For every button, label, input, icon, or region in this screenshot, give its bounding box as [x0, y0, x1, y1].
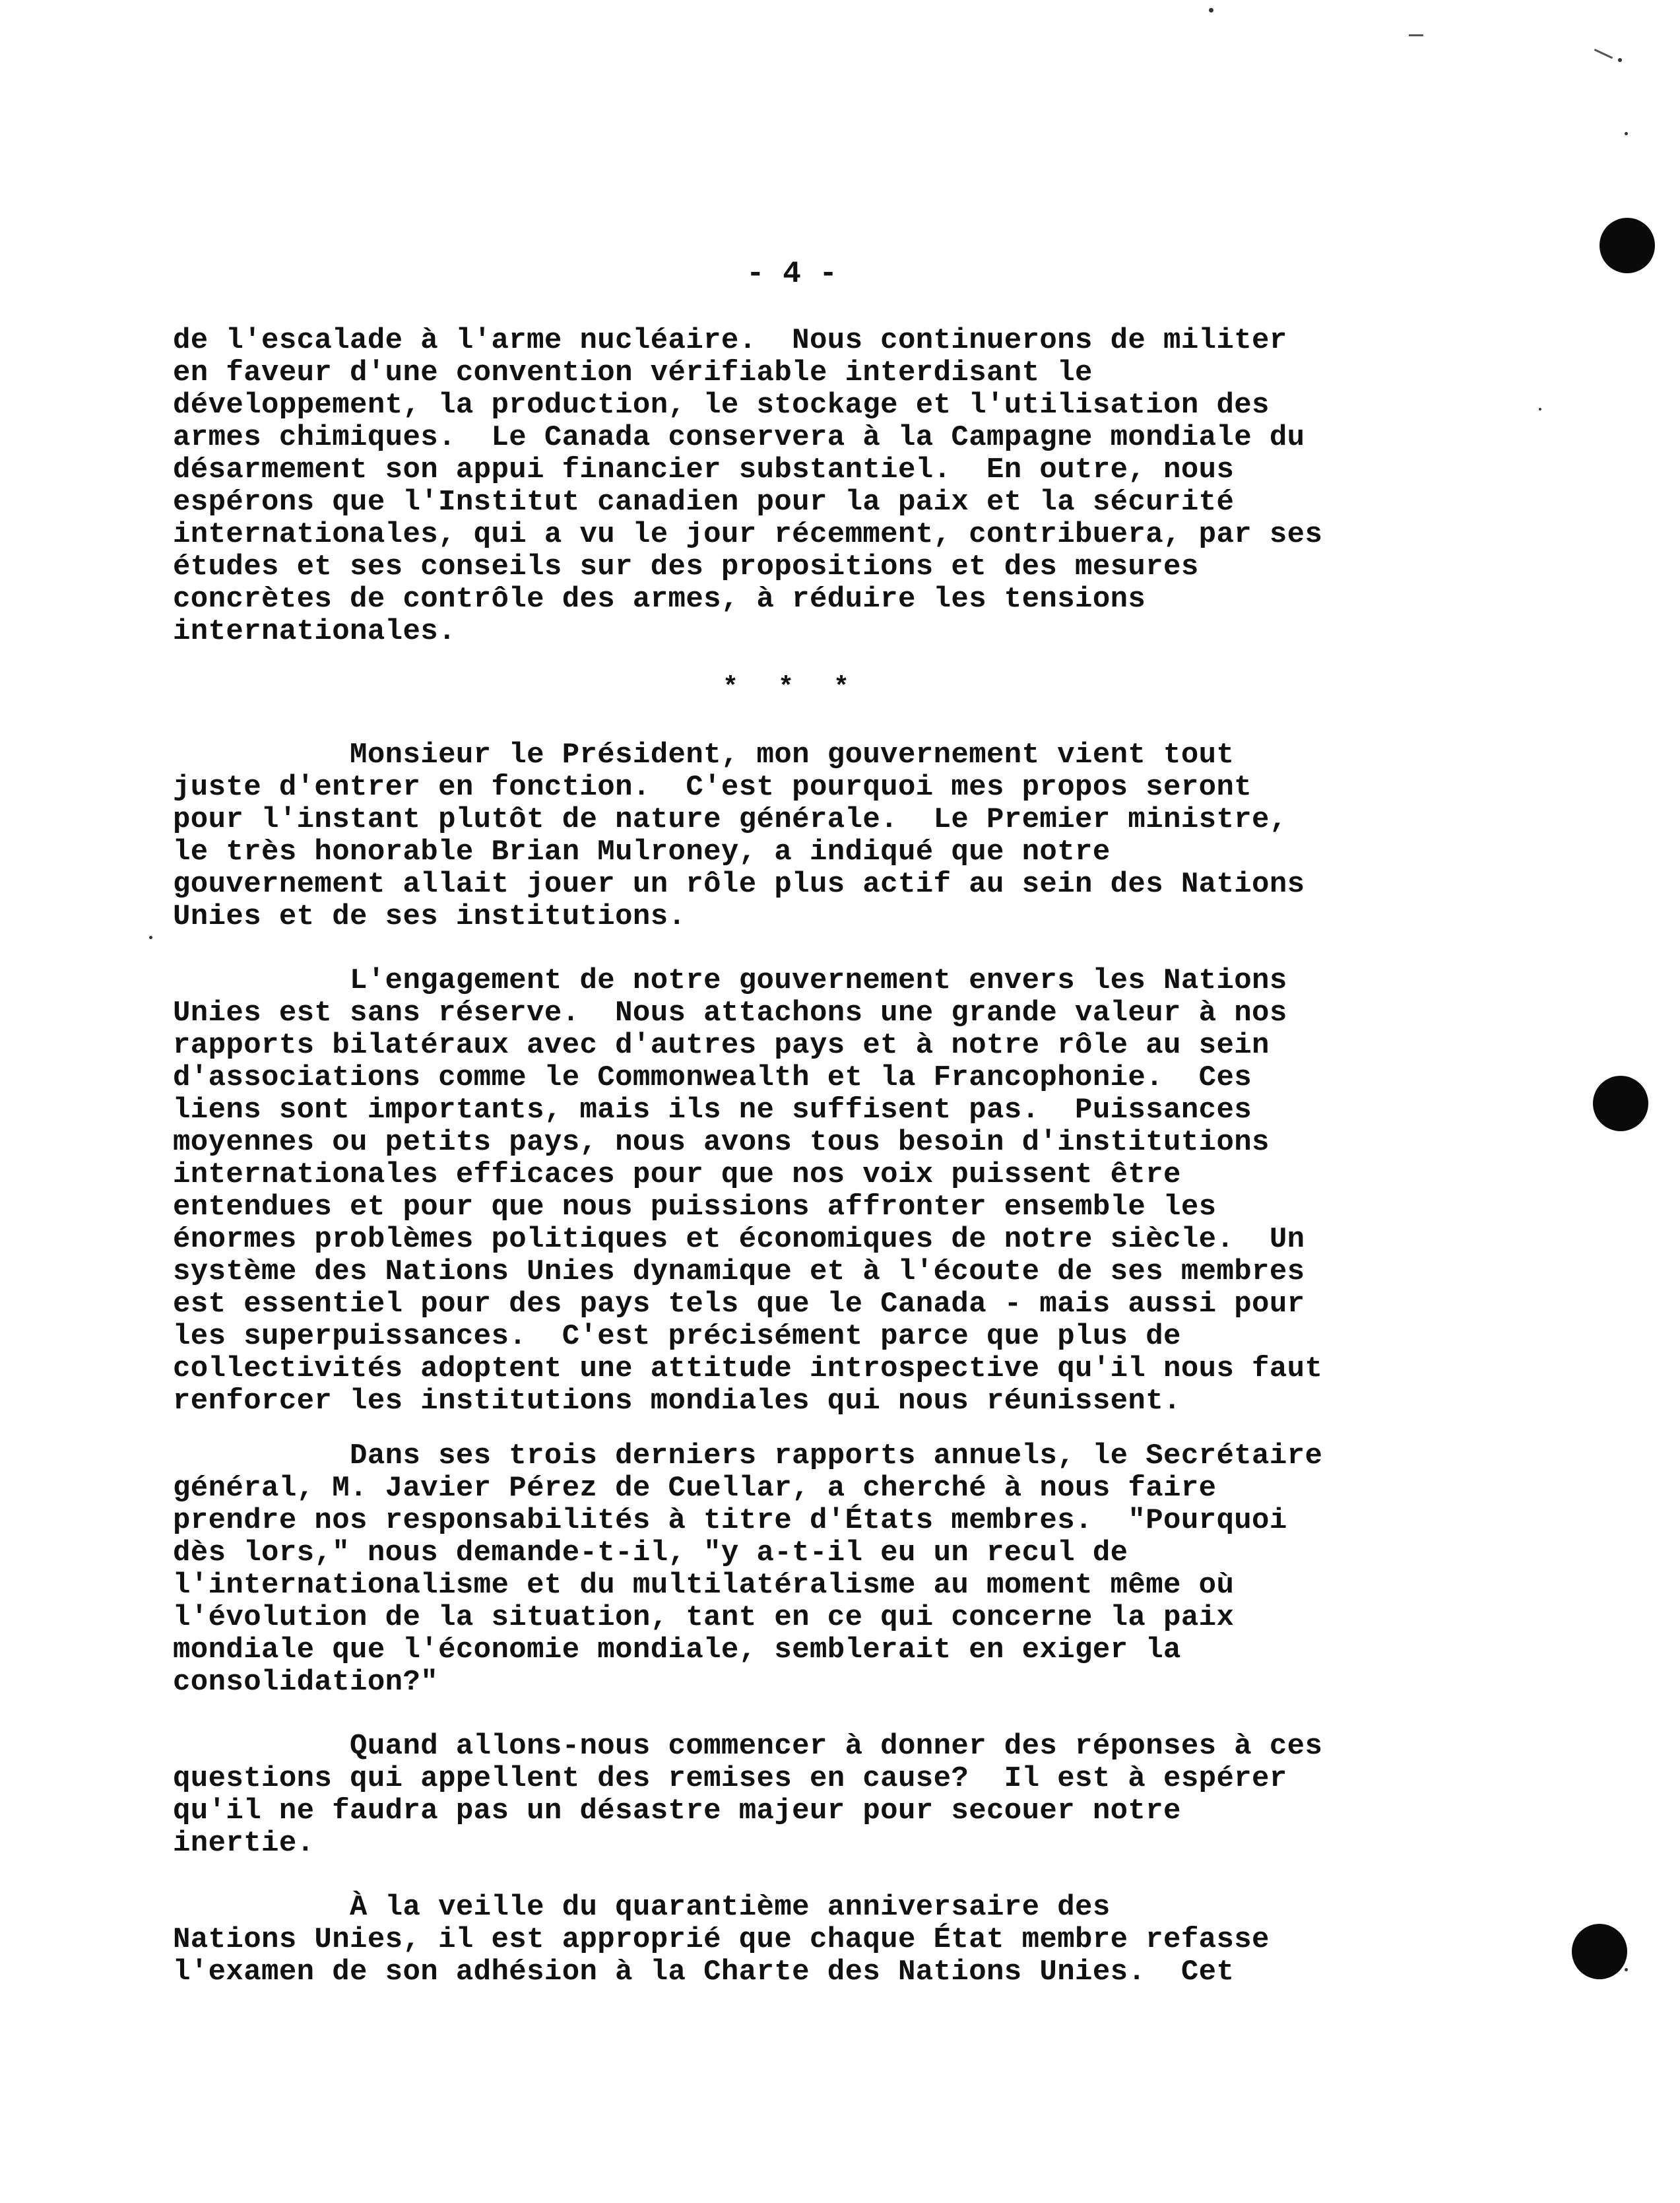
text-line: rapports bilatéraux avec d'autres pays et à notre rôle au sein: [173, 1029, 1270, 1062]
punch-hole-top: [1599, 218, 1655, 273]
text-line: liens sont importants, mais ils ne suffisent pas. Puissances: [173, 1094, 1252, 1127]
text-line: désarmement son appui financier substantiel. En outre, nous: [173, 453, 1235, 486]
text-line: l'examen de son adhésion à la Charte des Nations Unies. Cet: [173, 1956, 1235, 1989]
punch-hole-bottom: [1572, 1924, 1627, 1979]
text-line: études et ses conseils sur des propositions et des mesures: [173, 550, 1199, 583]
text-line: le très honorable Brian Mulroney, a indiqué que notre: [173, 836, 1111, 869]
text-line: énormes problèmes politiques et économiques de notre siècle. Un: [173, 1223, 1305, 1256]
paragraph-6: [173, 1891, 1270, 1989]
text-line: Unies et de ses institutions.: [173, 900, 686, 933]
scan-speck: [1625, 1968, 1628, 1971]
paragraph-2: [173, 739, 1305, 933]
text-line: inertie.: [173, 1827, 315, 1860]
text-line: Dans ses trois derniers rapports annuels, le Secrétaire: [173, 1439, 1323, 1472]
text-line: en faveur d'une convention vérifiable interdisant le: [173, 356, 1093, 389]
text-line: gouvernement allait jouer un rôle plus actif au sein des Nations: [173, 868, 1305, 901]
text-line: concrètes de contrôle des armes, à réduire les tensions: [173, 583, 1146, 616]
punch-hole-middle: [1593, 1076, 1648, 1131]
scan-speck: [1539, 408, 1541, 411]
scan-mark: [1409, 34, 1423, 36]
text-line: internationales, qui a vu le jour récemment, contribuera, par ses: [173, 518, 1323, 551]
text-line: espérons que l'Institut canadien pour la paix et la sécurité: [173, 486, 1235, 519]
paragraph-1: [173, 325, 1322, 648]
text-line: prendre nos responsabilités à titre d'États membres. "Pourquoi: [173, 1504, 1287, 1537]
text-line: Unies est sans réserve. Nous attachons une grande valeur à nos: [173, 997, 1287, 1030]
text-line: L'engagement de notre gouvernement envers les Nations: [173, 964, 1287, 997]
text-line: entendues et pour que nous puissions affronter ensemble les: [173, 1191, 1217, 1224]
text-line: À la veille du quarantième anniversaire des: [173, 1891, 1111, 1924]
text-line: questions qui appellent des remises en cause? Il est à espérer: [173, 1762, 1287, 1795]
text-line: internationales efficaces pour que nos voix puissent être: [173, 1158, 1181, 1191]
text-line: système des Nations Unies dynamique et à l'écoute de ses membres: [173, 1255, 1305, 1288]
text-line: mondiale que l'économie mondiale, semblerait en exiger la: [173, 1633, 1181, 1666]
page-number: - 4 -: [746, 257, 838, 291]
paragraph-5: [173, 1730, 1322, 1860]
text-line: renforcer les institutions mondiales qui nous réunissent.: [173, 1385, 1181, 1418]
text-line: général, M. Javier Pérez de Cuellar, a cherché à nous faire: [173, 1472, 1217, 1505]
text-line: moyennes ou petits pays, nous avons tous besoin d'institutions: [173, 1126, 1270, 1159]
paragraph-3: [173, 965, 1322, 1418]
text-line: qu'il ne faudra pas un désastre majeur pour secouer notre: [173, 1794, 1181, 1827]
text-line: l'évolution de la situation, tant en ce qui concerne la paix: [173, 1601, 1235, 1634]
scan-speck: [1618, 58, 1622, 62]
text-line: d'associations comme le Commonwealth et la Francophonie. Ces: [173, 1061, 1252, 1094]
text-line: consolidation?": [173, 1666, 439, 1699]
text-line: l'internationalisme et du multilatéralisme au moment même où: [173, 1569, 1235, 1602]
text-line: armes chimiques. Le Canada conservera à la Campagne mondiale du: [173, 421, 1305, 454]
section-separator: * * *: [722, 673, 862, 703]
scan-mark: [1594, 49, 1613, 59]
text-line: dès lors," nous demande-t-il, "y a-t-il eu un recul de: [173, 1536, 1128, 1569]
text-line: Monsieur le Président, mon gouvernement vient tout: [173, 739, 1235, 772]
text-line: de l'escalade à l'arme nucléaire. Nous continuerons de militer: [173, 324, 1287, 357]
text-line: internationales.: [173, 615, 456, 648]
text-line: pour l'instant plutôt de nature générale. Le Premier ministre,: [173, 803, 1287, 836]
text-line: les superpuissances. C'est précisément parce que plus de: [173, 1320, 1181, 1353]
paragraph-4: [173, 1440, 1322, 1699]
scan-speck: [1209, 8, 1213, 13]
text-line: juste d'entrer en fonction. C'est pourquoi mes propos seront: [173, 771, 1252, 804]
text-line: collectivités adoptent une attitude introspective qu'il nous faut: [173, 1352, 1323, 1385]
scan-speck: [149, 936, 152, 939]
text-line: est essentiel pour des pays tels que le Canada - mais aussi pour: [173, 1288, 1305, 1321]
scan-speck: [1625, 132, 1628, 135]
text-line: développement, la production, le stockage et l'utilisation des: [173, 389, 1270, 422]
text-line: Nations Unies, il est approprié que chaque État membre refasse: [173, 1923, 1270, 1956]
text-line: Quand allons-nous commencer à donner des réponses à ces: [173, 1730, 1323, 1763]
